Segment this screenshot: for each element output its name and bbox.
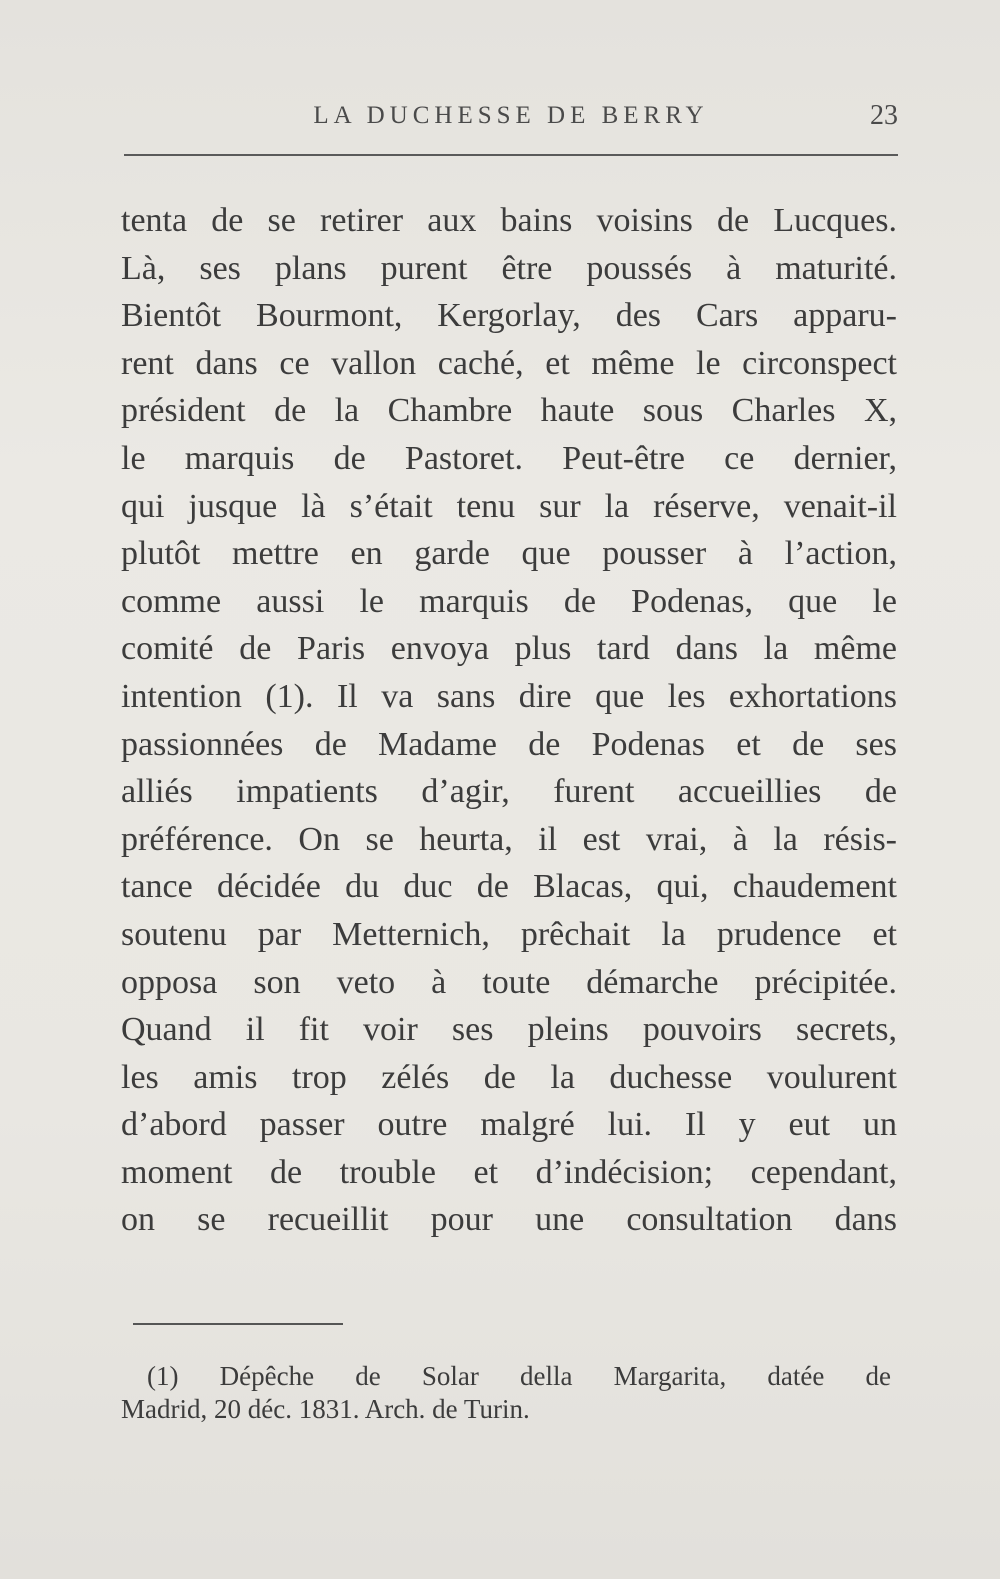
- text-line: d’abord passer outre malgré lui. Il y eut un: [121, 1106, 897, 1144]
- text-line: intention (1). Il va sans dire que les exhortations: [121, 677, 897, 715]
- footnote-rule: [133, 1323, 343, 1325]
- footnote-line: (1) Dépêche de Solar della Margarita, datée de: [147, 1361, 891, 1391]
- text-line: préférence. On se heurta, il est vrai, à la résis-: [121, 820, 897, 858]
- text-line: le marquis de Pastoret. Peut-être ce dernier,: [121, 439, 897, 477]
- header-rule: [124, 154, 898, 156]
- text-line: rent dans ce vallon caché, et même le circonspect: [121, 344, 897, 382]
- text-line: alliés impatients d’agir, furent accueillies de: [121, 773, 897, 811]
- body-text: [121, 197, 897, 1244]
- text-line: tenta de se retirer aux bains voisins de Lucques.: [121, 202, 897, 239]
- text-line: on se recueillit pour une consultation dans: [121, 1201, 897, 1239]
- text-line: comité de Paris envoya plus tard dans la même: [121, 630, 897, 668]
- text-line: comme aussi le marquis de Podenas, que le: [121, 582, 897, 620]
- footnote: [121, 1360, 891, 1426]
- text-line: opposa son veto à toute démarche précipitée.: [121, 963, 897, 1001]
- text-line: plutôt mettre en garde que pousser à l’action,: [121, 535, 897, 573]
- text-line: Quand il fit voir ses pleins pouvoirs secrets,: [121, 1011, 897, 1049]
- text-line: président de la Chambre haute sous Charles X,: [121, 392, 897, 430]
- text-line: moment de trouble et d’indécision; cependant,: [121, 1153, 897, 1191]
- text-line: les amis trop zélés de la duchesse voulurent: [121, 1058, 897, 1096]
- text-line: passionnées de Madame de Podenas et de ses: [121, 725, 897, 763]
- footnote-line: Madrid, 20 déc. 1831. Arch. de Turin.: [121, 1394, 530, 1424]
- page-header: [124, 98, 898, 138]
- text-line: Là, ses plans purent être poussés à maturité.: [121, 249, 897, 287]
- text-line: tance décidée du duc de Blacas, qui, chaudement: [121, 868, 897, 906]
- running-title: LA DUCHESSE DE BERRY: [313, 102, 709, 129]
- text-line: qui jusque là s’était tenu sur la réserve, venait-il: [121, 487, 897, 525]
- page-number: 23: [870, 100, 898, 131]
- text-line: soutenu par Metternich, prêchait la prudence et: [121, 915, 897, 953]
- text-line: Bientôt Bourmont, Kergorlay, des Cars apparu-: [121, 297, 897, 335]
